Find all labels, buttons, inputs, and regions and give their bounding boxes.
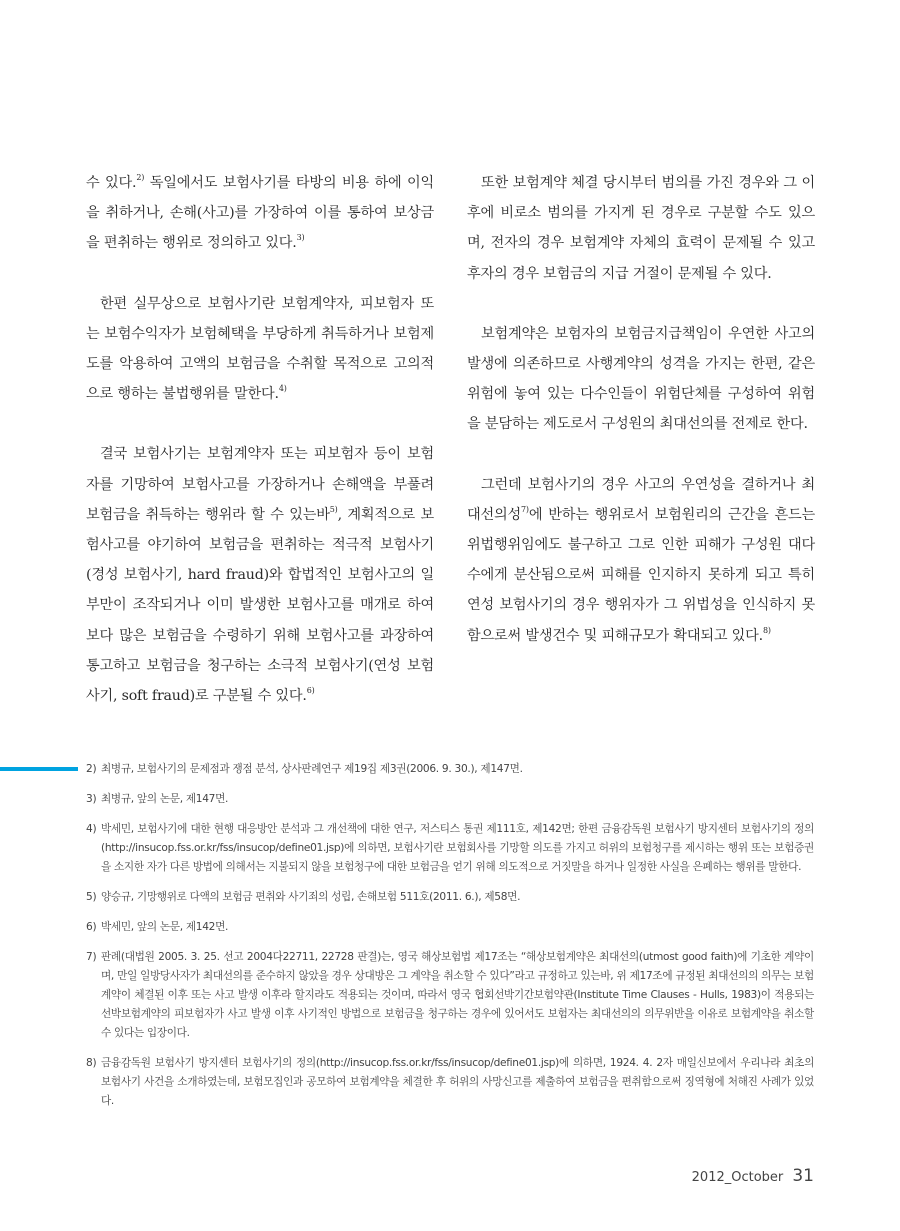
- page-footer: [692, 1166, 814, 1186]
- footnote-number: 8): [86, 1057, 97, 1069]
- text-segment: 또한 보험계약 체결 당시부터 범의를 가진 경우와 그 이후에 비로소 범의를 가지게 된 경우로 구분할 수도 있으며, 전자의 경우 보험계약 자체의 효력이 문제될 수 있고 후자의 경우 보험금의 지급 거절이 문제될 수 있다.: [467, 175, 815, 282]
- footnote-item: [86, 760, 814, 779]
- text-segment: 에 반하는 행위로서 보험원리의 근간을 흔드는 위법행위임에도 불구하고 그로 인한 피해가 구성원 대다수에게 분산됨으로써 피해를 인지하지 못하게 되고 특히 연성 보험사기의 경우 행위자가 그 위법성을 인식하지 못함으로써 발생건수 및 피해규모가 확대되고 있다.: [467, 506, 815, 644]
- footnote-item: [86, 1054, 814, 1111]
- footnotes: [86, 760, 814, 1122]
- footnote-item: [86, 790, 814, 809]
- page-number: 31: [792, 1166, 814, 1186]
- body-paragraph: [86, 439, 434, 711]
- body-column-left: [86, 168, 434, 741]
- footnote-text: 판례(대법원 2005. 3. 25. 선고 2004다22711, 22728 판결)는, 영국 해상보험법 제17조는 “해상보험계약은 최대선의(utmost good faith)에 기초한 계약이며, 만일 일방당사자가 최대선의를 준수하지 않았을 경우 상대방은 그 계약을 취소할 수 있다”라고 규정하고 있는바, 위 제17조에 규정된 최대선의의 의무는 보험계약이 체결된 이후 또는 사고 발생 이후라 할지라도 적용되는 것이며, 따라서 영국 협회선박기간보험약관(Institute Time Clauses - Hulls, 1983)이 적용되는 선박보험계약의 피보험자가 사고 발생 이후 사기적인 방법으로 보험금을 청구하는 경우에 있어서도 보험자는 최대선의의 의무위반을 이유로 보험계약을 취소할 수 있다는 입장이다.: [101, 951, 814, 1039]
- text-segment: 보험계약은 보험자의 보험금지급책임이 우연한 사고의 발생에 의존하므로 사행계약의 성격을 가지는 한편, 같은 위험에 놓여 있는 다수인들이 위험단체를 구성하여 위험을 분담하는 제도로서 구성원의 최대선의를 전제로 한다.: [467, 325, 815, 433]
- body-paragraph: [467, 168, 815, 289]
- issue-label: 2012_October: [691, 1170, 784, 1185]
- footnote-ref: 8): [762, 625, 771, 635]
- text-segment: 그런데 보험사기의 경우 사고의 우연성을 결하거나 최대선의성: [467, 476, 815, 523]
- footnote-text: 박세민, 앞의 논문, 제142면.: [101, 921, 229, 933]
- body-paragraph: [467, 470, 815, 651]
- footnote-ref: 6): [306, 686, 315, 696]
- footnote-ref: 7): [521, 504, 529, 514]
- footnote-number: 6): [86, 921, 97, 933]
- body-paragraph: [467, 319, 815, 440]
- body-paragraph: [86, 168, 434, 259]
- footnote-accent-bar: [0, 767, 78, 771]
- footnote-text: 금융감독원 보험사기 방지센터 보험사기의 정의(http://insucop.fss.or.kr/fss/insucop/define01.jsp)에 의하면, 1924. 4. 2자 매일신보에서 우리나라 최초의 보험사기 사건을 소개하였는데, 보험모집인과 공모하여 보험계약을 체결한 후 허위의 사망신고를 제출하여 보험금을 편취함으로써 징역형에 처해진 사례가 있었다.: [101, 1057, 814, 1107]
- footnote-number: 2): [86, 763, 97, 775]
- footnote-item: [86, 948, 814, 1043]
- text-segment: , 계획적으로 보험사고를 야기하여 보험금을 편취하는 적극적 보험사기(경성 보험사기, hard fraud)와 합법적인 보험사고의 일부만이 조작되거나 이미 발생한 보험사고를 매개로 하여 보다 많은 보험금을 수령하기 위해 보험사고를 과장하여 통고하고 보험금을 청구하는 소극적 보험사기(연성 보험사기, soft fraud)로 구분될 수 있다.: [86, 506, 434, 705]
- footnote-item: [86, 918, 814, 937]
- footnote-ref: 3): [296, 233, 305, 243]
- text-segment: 결국 보험사기는 보험계약자 또는 피보험자 등이 보험자를 기망하여 보험사고를 가장하거나 손해액을 부풀려 보험금을 취득하는 행위라 할 수 있는바: [86, 446, 434, 523]
- text-segment: 한편 실무상으로 보험사기란 보험계약자, 피보험자 또는 보험수익자가 보험혜택을 부당하게 취득하거나 보험제도를 악용하여 고액의 보험금을 수취할 목적으로 고의적으로 행하는 불법행위를 말한다.: [86, 295, 434, 403]
- footnote-ref: 5): [329, 504, 338, 514]
- footnote-item: [86, 820, 814, 877]
- footnote-ref: 2): [136, 173, 145, 182]
- footnote-item: [86, 888, 814, 907]
- footnote-number: 5): [86, 891, 97, 903]
- footnote-number: 4): [86, 823, 97, 835]
- footnote-text: 양승규, 기망행위로 다액의 보험금 편취와 사기죄의 성립, 손해보험 511호(2011. 6.), 제58면.: [101, 891, 521, 903]
- footnote-number: 3): [86, 793, 97, 805]
- footnote-text: 최병규, 앞의 논문, 제147면.: [101, 793, 229, 805]
- footnote-text: 박세민, 보험사기에 대한 현행 대응방안 분석과 그 개선책에 대한 연구, 저스티스 통권 제111호, 제142면; 한편 금융감독원 보험사기 방지센터 보험사기의 정의(http://insucop.fss.or.kr/fss/insucop/define01.jsp)에 의하면, 보험사기란 보험회사를 기망할 의도를 가지고 허위의 보험청구를 제시하는 행위 또는 보험증권을 소지한 자가 다른 방법에 의해서는 지불되지 않을 보험청구에 대한 보험금을 얻기 위해 의도적으로 거짓말을 하거나 일정한 사실을 은폐하는 행위를 말한다.: [101, 823, 814, 873]
- body-column-right: [467, 168, 815, 681]
- footnote-text: 최병규, 보험사기의 문제점과 쟁점 분석, 상사판례연구 제19집 제3권(2006. 9. 30.), 제147면.: [101, 763, 523, 775]
- footnote-ref: 4): [278, 384, 287, 394]
- text-segment: 독일에서도 보험사기를 타방의 비용 하에 이익을 취하거나, 손해(사고)를 가장하여 이를 통하여 보상금을 편취하는 행위로 정의하고 있다.: [86, 175, 434, 252]
- text-segment: 수 있다.: [86, 175, 137, 191]
- footnote-number: 7): [86, 951, 97, 963]
- body-paragraph: [86, 289, 434, 410]
